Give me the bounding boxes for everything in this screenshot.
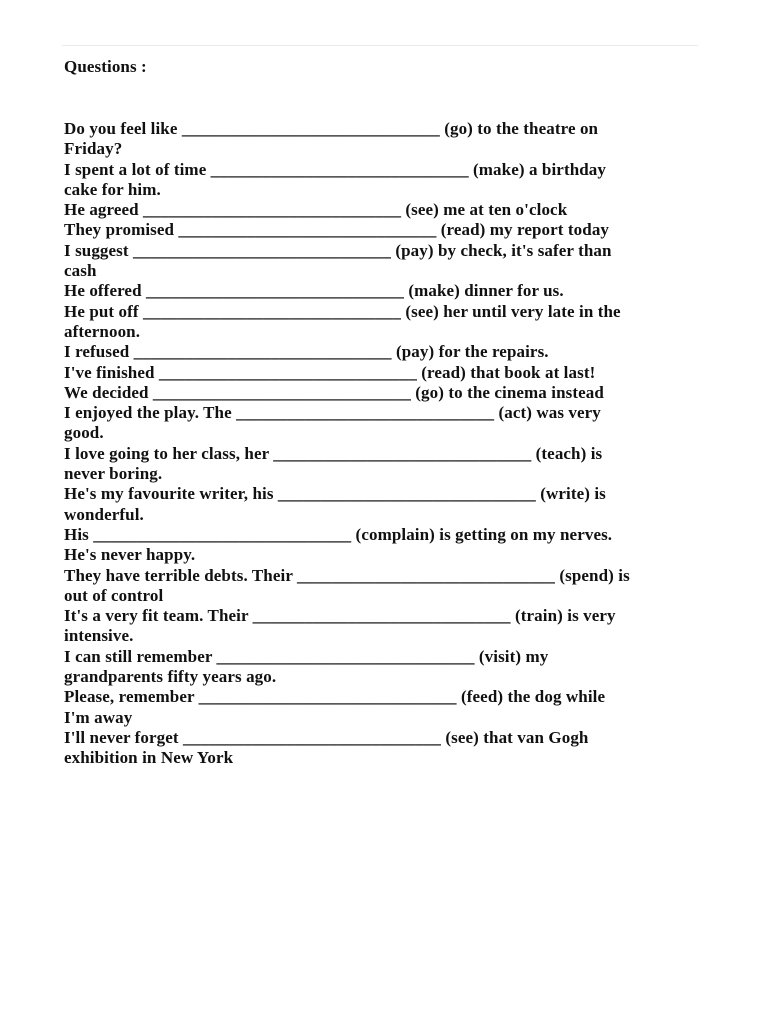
top-divider [62, 45, 698, 46]
question-item: I enjoyed the play. The ______________________________ (act) was very good. [64, 403, 601, 443]
question-item: I can still remember ______________________________ (visit) my grandparents fifty years ago. [64, 646, 549, 687]
question-item: He agreed ______________________________ (see) me at ten o'clock [64, 200, 568, 220]
question-item: I refused ______________________________ (pay) for the repairs. [64, 342, 549, 362]
question-item: It's a very fit team. Their ______________________________ (train) is very intensive. [64, 606, 616, 646]
question-item: They have terrible debts. Their ______________________________ (spend) is out of control [64, 565, 630, 605]
questions-heading: Questions : [64, 57, 147, 76]
question-item: Do you feel like ______________________________ (go) to the theatre on Friday? [64, 119, 599, 159]
question-item: I've finished ______________________________ (read) that book at last! [64, 362, 596, 382]
questions-list [64, 119, 704, 769]
question-item: They promised ______________________________ (read) my report today [64, 220, 610, 240]
question-item: His ______________________________ (complain) is getting on my nerves. He's never happy. [64, 524, 613, 565]
question-item: I suggest ______________________________ (pay) by check, it's safer than cash [64, 240, 612, 281]
question-item: He put off ______________________________ (see) her until very late in the afternoon. [64, 301, 621, 341]
question-item: He offered ______________________________ (make) dinner for us. [64, 281, 564, 301]
question-item: I spent a lot of time ______________________________ (make) a birthday cake for him. [64, 159, 607, 199]
question-item: He's my favourite writer, his ______________________________ (write) is wonderful. [64, 484, 606, 524]
question-item: Please, remember ______________________________ (feed) the dog while I'm away [64, 687, 606, 727]
question-item: We decided ______________________________ (go) to the cinema instead [64, 382, 604, 402]
question-item: I love going to her class, her ______________________________ (teach) is never boring. [64, 443, 603, 484]
question-item: I'll never forget ______________________________ (see) that van Gogh exhibition in New York [64, 727, 589, 768]
